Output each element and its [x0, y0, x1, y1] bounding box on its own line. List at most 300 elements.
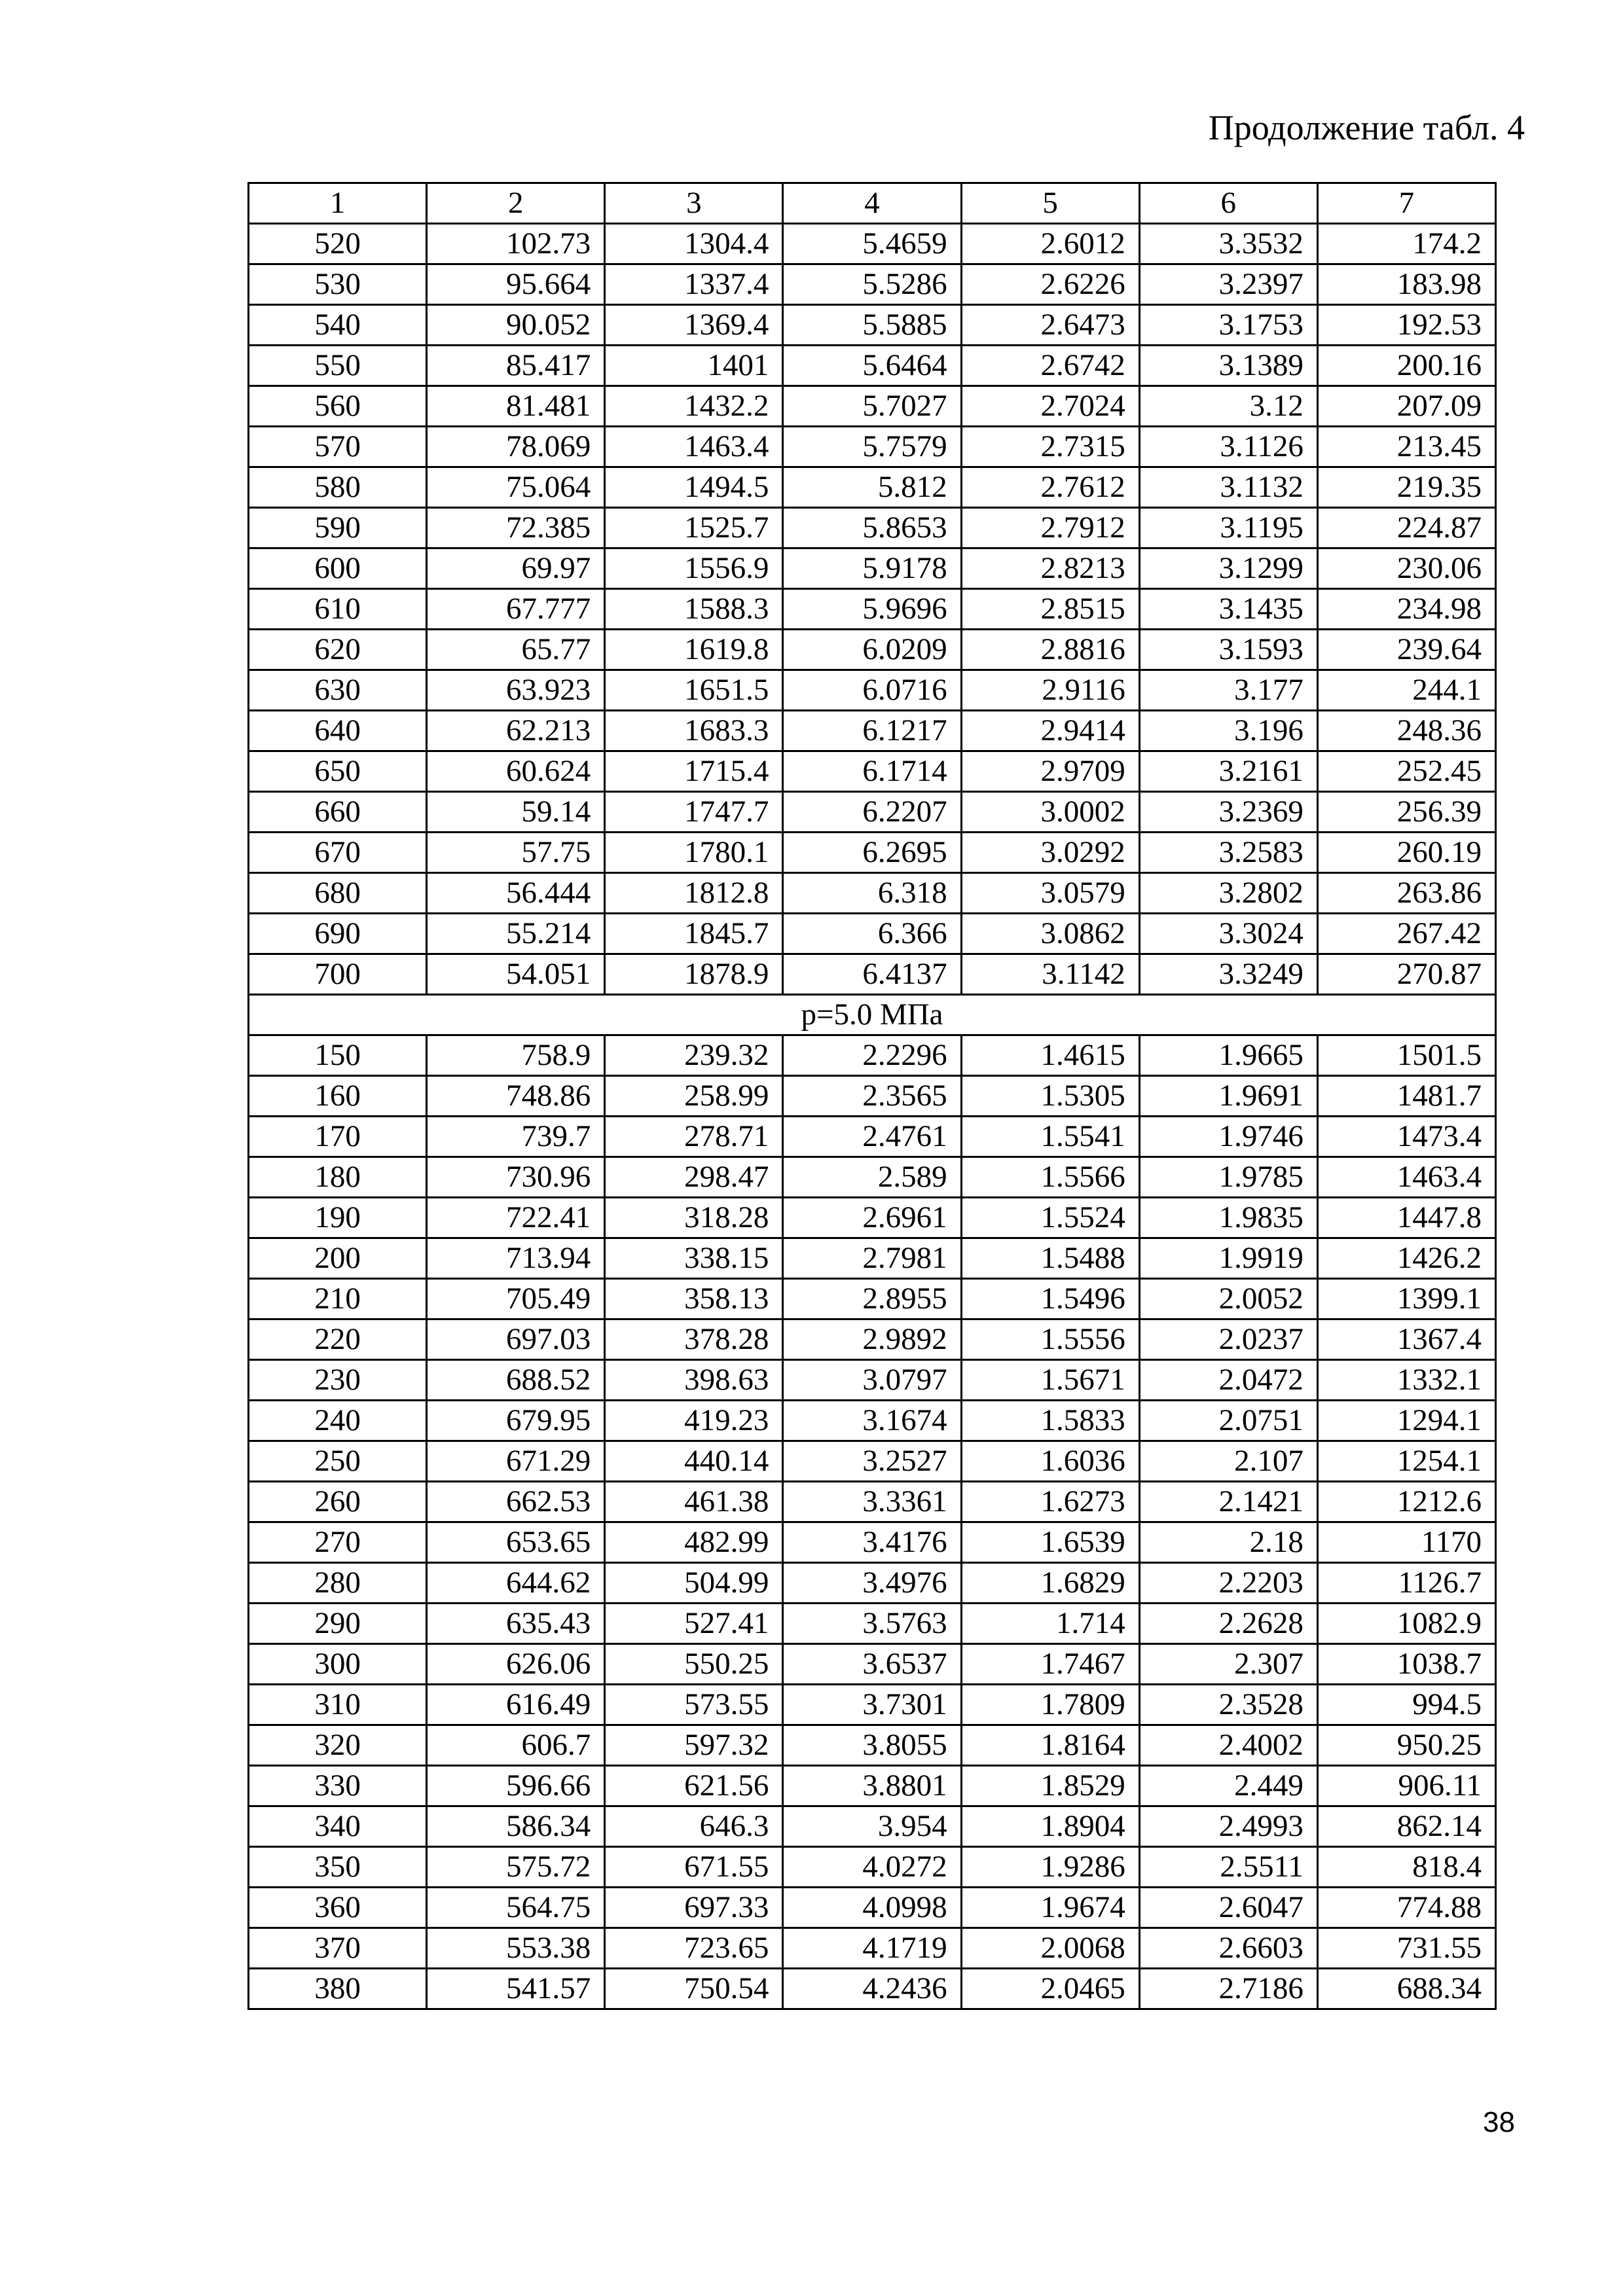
table-row [249, 954, 1496, 995]
table-cell: 2.8515 [961, 589, 1139, 630]
table-cell: 85.417 [427, 346, 605, 386]
table-cell: 750.54 [605, 1969, 783, 2009]
table-cell: 1.7809 [961, 1685, 1139, 1725]
table-cell: 239.64 [1317, 630, 1495, 670]
table-cell: 5.7579 [783, 427, 961, 467]
table-cell: 2.5511 [1139, 1847, 1317, 1888]
table-cell: 263.86 [1317, 873, 1495, 914]
table-cell: 4.1719 [783, 1928, 961, 1969]
table-cell: 234.98 [1317, 589, 1495, 630]
table-caption: Продолжение табл. 4 [1208, 108, 1525, 147]
table-cell: 3.1126 [1139, 427, 1317, 467]
table-cell: 1294.1 [1317, 1401, 1495, 1441]
table-cell: 1.6036 [961, 1441, 1139, 1482]
table-cell: 260 [249, 1482, 427, 1522]
table-cell: 610 [249, 589, 427, 630]
table-cell: 398.63 [605, 1360, 783, 1401]
table-cell: 3.1674 [783, 1401, 961, 1441]
table-cell: 906.11 [1317, 1766, 1495, 1806]
table-cell: 1588.3 [605, 589, 783, 630]
table-cell: 2.7612 [961, 467, 1139, 508]
table-cell: 5.8653 [783, 508, 961, 548]
table-cell: 239.32 [605, 1035, 783, 1076]
table-cell: 419.23 [605, 1401, 783, 1441]
table-cell: 2.9414 [961, 711, 1139, 751]
table-row [249, 630, 1496, 670]
table-cell: 3.954 [783, 1806, 961, 1847]
table-cell: 2.1421 [1139, 1482, 1317, 1522]
table-cell: 1426.2 [1317, 1238, 1495, 1279]
table-row [249, 1279, 1496, 1319]
table-row [249, 1076, 1496, 1117]
table-cell: 440.14 [605, 1441, 783, 1482]
table-cell: 278.71 [605, 1117, 783, 1157]
table-row [249, 1117, 1496, 1157]
table-cell: 2.2203 [1139, 1563, 1317, 1604]
table-cell: 380 [249, 1969, 427, 2009]
table-row [249, 1482, 1496, 1522]
table-cell: 774.88 [1317, 1888, 1495, 1928]
table-cell: 3.1299 [1139, 548, 1317, 589]
table-cell: 596.66 [427, 1766, 605, 1806]
table-cell: 1254.1 [1317, 1441, 1495, 1482]
table-cell: 1.5556 [961, 1319, 1139, 1360]
table-cell: 3.2397 [1139, 264, 1317, 305]
table-row [249, 224, 1496, 264]
table-row [249, 386, 1496, 427]
table-cell: 2.2296 [783, 1035, 961, 1076]
table-cell: 630 [249, 670, 427, 711]
table-row [249, 589, 1496, 630]
table-cell: 662.53 [427, 1482, 605, 1522]
table-cell: 1501.5 [1317, 1035, 1495, 1076]
table-cell: 5.9178 [783, 548, 961, 589]
table-row [249, 670, 1496, 711]
table-cell: 600 [249, 548, 427, 589]
table-cell: 230.06 [1317, 548, 1495, 589]
table-cell: 4.0998 [783, 1888, 961, 1928]
table-row [249, 1604, 1496, 1644]
table-cell: 6.318 [783, 873, 961, 914]
table-cell: 2.6473 [961, 305, 1139, 346]
table-cell: 1 [249, 183, 427, 224]
table-cell: 2.4993 [1139, 1806, 1317, 1847]
table-cell: 358.13 [605, 1279, 783, 1319]
table-row [249, 711, 1496, 751]
table-cell: 1878.9 [605, 954, 783, 995]
table-cell: 1367.4 [1317, 1319, 1495, 1360]
table-cell: 2.4002 [1139, 1725, 1317, 1766]
table-row [249, 1766, 1496, 1806]
table-cell: 350 [249, 1847, 427, 1888]
table-cell: 1845.7 [605, 914, 783, 954]
table-cell: 57.75 [427, 833, 605, 873]
table-cell: 3.2802 [1139, 873, 1317, 914]
table-cell: 650 [249, 751, 427, 792]
table-cell: 2.7981 [783, 1238, 961, 1279]
table-cell: 2.7912 [961, 508, 1139, 548]
table-cell: 256.39 [1317, 792, 1495, 833]
table-cell: 3.1753 [1139, 305, 1317, 346]
table-cell: 207.09 [1317, 386, 1495, 427]
table-cell: 1447.8 [1317, 1198, 1495, 1238]
table-cell: 3.177 [1139, 670, 1317, 711]
table-cell: 994.5 [1317, 1685, 1495, 1725]
table-cell: 705.49 [427, 1279, 605, 1319]
table-cell: 530 [249, 264, 427, 305]
table-cell: 590 [249, 508, 427, 548]
table-row [249, 1035, 1496, 1076]
table-cell: 67.777 [427, 589, 605, 630]
table-cell: 550.25 [605, 1644, 783, 1685]
table-cell: 730.96 [427, 1157, 605, 1198]
table-cell: 340 [249, 1806, 427, 1847]
table-cell: 2.7315 [961, 427, 1139, 467]
table-cell: 72.385 [427, 508, 605, 548]
table-cell: 2.3565 [783, 1076, 961, 1117]
table-cell: 1.5496 [961, 1279, 1139, 1319]
table-cell: 1.7467 [961, 1644, 1139, 1685]
table-cell: 2.7024 [961, 386, 1139, 427]
table-cell: 1.9746 [1139, 1117, 1317, 1157]
table-cell: 62.213 [427, 711, 605, 751]
table-cell: 1304.4 [605, 224, 783, 264]
table-row [249, 1441, 1496, 1482]
table-cell: 180 [249, 1157, 427, 1198]
table-cell: 174.2 [1317, 224, 1495, 264]
table-cell: 1683.3 [605, 711, 783, 751]
table-cell: 1463.4 [605, 427, 783, 467]
table-cell: 553.38 [427, 1928, 605, 1969]
table-cell: 2.9892 [783, 1319, 961, 1360]
table-cell: 219.35 [1317, 467, 1495, 508]
table-cell: 550 [249, 346, 427, 386]
table-cell: 3.0292 [961, 833, 1139, 873]
table-cell: 697.03 [427, 1319, 605, 1360]
table-cell: 63.923 [427, 670, 605, 711]
table-cell: 1.9919 [1139, 1238, 1317, 1279]
table-cell: 4 [783, 183, 961, 224]
table-cell: 183.98 [1317, 264, 1495, 305]
table-cell: 7 [1317, 183, 1495, 224]
table-cell: 2.6226 [961, 264, 1139, 305]
table-cell: 3.8055 [783, 1725, 961, 1766]
table-row [249, 1928, 1496, 1969]
table-cell: 560 [249, 386, 427, 427]
table-cell: 2.589 [783, 1157, 961, 1198]
table-cell: 758.9 [427, 1035, 605, 1076]
table-row [249, 264, 1496, 305]
table-cell: 3.1142 [961, 954, 1139, 995]
table-cell: 620 [249, 630, 427, 670]
table-row [249, 1563, 1496, 1604]
table-cell: 95.664 [427, 264, 605, 305]
table-row [249, 1522, 1496, 1563]
table-row [249, 467, 1496, 508]
table-cell: 1369.4 [605, 305, 783, 346]
table-cell: 267.42 [1317, 914, 1495, 954]
table-cell: 1.714 [961, 1604, 1139, 1644]
table-cell: 2.0465 [961, 1969, 1139, 2009]
table-row [249, 1644, 1496, 1685]
table-cell: 635.43 [427, 1604, 605, 1644]
table-row [249, 346, 1496, 386]
table-cell: 250 [249, 1441, 427, 1482]
table-cell: 3.4976 [783, 1563, 961, 1604]
table-cell: 3.1435 [1139, 589, 1317, 630]
table-cell: 220 [249, 1319, 427, 1360]
table-cell: 230 [249, 1360, 427, 1401]
table-cell: 3.1132 [1139, 467, 1317, 508]
table-cell: 586.34 [427, 1806, 605, 1847]
table-row [249, 548, 1496, 589]
table-cell: 81.481 [427, 386, 605, 427]
table-cell: 270.87 [1317, 954, 1495, 995]
table-cell: 6.1217 [783, 711, 961, 751]
table-cell: 280 [249, 1563, 427, 1604]
table-cell: 210 [249, 1279, 427, 1319]
section-row [249, 995, 1496, 1035]
table-cell: 252.45 [1317, 751, 1495, 792]
table-cell: 1.9674 [961, 1888, 1139, 1928]
table-cell: 56.444 [427, 873, 605, 914]
table-cell: 75.064 [427, 467, 605, 508]
table-cell: 606.7 [427, 1725, 605, 1766]
table-cell: 1463.4 [1317, 1157, 1495, 1198]
table-cell: 2.8955 [783, 1279, 961, 1319]
table-cell: 1747.7 [605, 792, 783, 833]
table-row [249, 1401, 1496, 1441]
table-cell: 6.2207 [783, 792, 961, 833]
table-cell: 2.6047 [1139, 1888, 1317, 1928]
table-cell: 170 [249, 1117, 427, 1157]
table-cell: 2.0237 [1139, 1319, 1317, 1360]
table-cell: 564.75 [427, 1888, 605, 1928]
table-cell: 224.87 [1317, 508, 1495, 548]
table-cell: 2.0068 [961, 1928, 1139, 1969]
table-cell: 5.812 [783, 467, 961, 508]
table-cell: 3.1389 [1139, 346, 1317, 386]
table-cell: 1.8904 [961, 1806, 1139, 1847]
table-cell: 3.7301 [783, 1685, 961, 1725]
table-cell: 3.0579 [961, 873, 1139, 914]
table-row [249, 1806, 1496, 1847]
table-cell: 5.6464 [783, 346, 961, 386]
table-cell: 1.8529 [961, 1766, 1139, 1806]
table-cell: 1038.7 [1317, 1644, 1495, 1685]
table-cell: 298.47 [605, 1157, 783, 1198]
table-cell: 3.0002 [961, 792, 1139, 833]
table-cell: 370 [249, 1928, 427, 1969]
table-cell: 1.9691 [1139, 1076, 1317, 1117]
table-row [249, 1157, 1496, 1198]
table-cell: 700 [249, 954, 427, 995]
table-cell: 2.6961 [783, 1198, 961, 1238]
table-cell: 6.0209 [783, 630, 961, 670]
table-cell: 90.052 [427, 305, 605, 346]
table-cell: 713.94 [427, 1238, 605, 1279]
table-cell: 3.2369 [1139, 792, 1317, 833]
table-cell: 213.45 [1317, 427, 1495, 467]
table-cell: 2.307 [1139, 1644, 1317, 1685]
table-cell: 2.7186 [1139, 1969, 1317, 2009]
table-row [249, 1238, 1496, 1279]
table-cell: 1.9665 [1139, 1035, 1317, 1076]
table-cell: 660 [249, 792, 427, 833]
table-cell: 1212.6 [1317, 1482, 1495, 1522]
table-cell: 540 [249, 305, 427, 346]
table-cell: 150 [249, 1035, 427, 1076]
table-cell: 1651.5 [605, 670, 783, 711]
table-cell: 3.0862 [961, 914, 1139, 954]
table-cell: 2.3528 [1139, 1685, 1317, 1725]
table-cell: 482.99 [605, 1522, 783, 1563]
table-cell: 6.1714 [783, 751, 961, 792]
table-cell: 378.28 [605, 1319, 783, 1360]
table-cell: 1525.7 [605, 508, 783, 548]
table-cell: 461.38 [605, 1482, 783, 1522]
table-cell: 679.95 [427, 1401, 605, 1441]
table-cell: 626.06 [427, 1644, 605, 1685]
table-cell: 739.7 [427, 1117, 605, 1157]
table-cell: 190 [249, 1198, 427, 1238]
table-cell: 688.34 [1317, 1969, 1495, 2009]
table-cell: 3.3361 [783, 1482, 961, 1522]
table-cell: 59.14 [427, 792, 605, 833]
table-cell: 270 [249, 1522, 427, 1563]
table-cell: 1715.4 [605, 751, 783, 792]
table-cell: 3.0797 [783, 1360, 961, 1401]
table-cell: 597.32 [605, 1725, 783, 1766]
table-cell: 3.3024 [1139, 914, 1317, 954]
table-cell: 1812.8 [605, 873, 783, 914]
table-cell: 2.6603 [1139, 1928, 1317, 1969]
table-cell: 527.41 [605, 1604, 783, 1644]
table-cell: 318.28 [605, 1198, 783, 1238]
table-cell: 862.14 [1317, 1806, 1495, 1847]
table-row [249, 1360, 1496, 1401]
table-cell: 3.1593 [1139, 630, 1317, 670]
table-row [249, 1319, 1496, 1360]
table-cell: 690 [249, 914, 427, 954]
table-cell: 616.49 [427, 1685, 605, 1725]
table-cell: 2.9709 [961, 751, 1139, 792]
table-cell: 200 [249, 1238, 427, 1279]
table-row [249, 1685, 1496, 1725]
table-cell: 2.0751 [1139, 1401, 1317, 1441]
table-cell: 1.5566 [961, 1157, 1139, 1198]
table-cell: 697.33 [605, 1888, 783, 1928]
table-cell: 504.99 [605, 1563, 783, 1604]
table-cell: 1.9835 [1139, 1198, 1317, 1238]
table-cell: 1473.4 [1317, 1117, 1495, 1157]
table-cell: 1082.9 [1317, 1604, 1495, 1644]
table-cell: 1.6829 [961, 1563, 1139, 1604]
table-cell: 2.9116 [961, 670, 1139, 711]
table-cell: 360 [249, 1888, 427, 1928]
table-cell: 1.5305 [961, 1076, 1139, 1117]
table-cell: 3.3532 [1139, 224, 1317, 264]
table-cell: 2.107 [1139, 1441, 1317, 1482]
table-cell: 2.449 [1139, 1766, 1317, 1806]
table-cell: 520 [249, 224, 427, 264]
table-cell: 1.6539 [961, 1522, 1139, 1563]
table-cell: 5.5885 [783, 305, 961, 346]
table-row [249, 833, 1496, 873]
table-cell: 6.366 [783, 914, 961, 954]
section-label: p=5.0 МПа [249, 995, 1496, 1035]
table-cell: 2.18 [1139, 1522, 1317, 1563]
table-cell: 1401 [605, 346, 783, 386]
table-cell: 3.1195 [1139, 508, 1317, 548]
table-cell: 320 [249, 1725, 427, 1766]
table-cell: 1.5833 [961, 1401, 1139, 1441]
table-cell: 640 [249, 711, 427, 751]
table-cell: 1780.1 [605, 833, 783, 873]
table-cell: 5.7027 [783, 386, 961, 427]
table-cell: 1.5671 [961, 1360, 1139, 1401]
table-cell: 541.57 [427, 1969, 605, 2009]
table-cell: 575.72 [427, 1847, 605, 1888]
table-row [249, 1725, 1496, 1766]
table-cell: 5.9696 [783, 589, 961, 630]
table-cell: 2.0472 [1139, 1360, 1317, 1401]
table-cell: 3.196 [1139, 711, 1317, 751]
table-cell: 4.2436 [783, 1969, 961, 2009]
table-cell: 1619.8 [605, 630, 783, 670]
table-cell: 160 [249, 1076, 427, 1117]
table-cell: 1494.5 [605, 467, 783, 508]
table-cell: 1.4615 [961, 1035, 1139, 1076]
table-cell: 580 [249, 467, 427, 508]
table-cell: 6.4137 [783, 954, 961, 995]
table-cell: 200.16 [1317, 346, 1495, 386]
table-cell: 5.4659 [783, 224, 961, 264]
table-cell: 722.41 [427, 1198, 605, 1238]
table-cell: 78.069 [427, 427, 605, 467]
table-cell: 5 [961, 183, 1139, 224]
table-cell: 3.2527 [783, 1441, 961, 1482]
table-cell: 1.9785 [1139, 1157, 1317, 1198]
table-cell: 680 [249, 873, 427, 914]
table-cell: 2.4761 [783, 1117, 961, 1157]
table-cell: 330 [249, 1766, 427, 1806]
table-cell: 6 [1139, 183, 1317, 224]
table-cell: 1.5524 [961, 1198, 1139, 1238]
table-cell: 818.4 [1317, 1847, 1495, 1888]
table-cell: 55.214 [427, 914, 605, 954]
table-row [249, 1847, 1496, 1888]
table-cell: 2.0052 [1139, 1279, 1317, 1319]
table-row [249, 792, 1496, 833]
table-cell: 1337.4 [605, 264, 783, 305]
table-row [249, 305, 1496, 346]
table-cell: 646.3 [605, 1806, 783, 1847]
table-cell: 192.53 [1317, 305, 1495, 346]
table-cell: 310 [249, 1685, 427, 1725]
table-cell: 1399.1 [1317, 1279, 1495, 1319]
table-cell: 731.55 [1317, 1928, 1495, 1969]
table-cell: 1.9286 [961, 1847, 1139, 1888]
table-cell: 2 [427, 183, 605, 224]
table-row [249, 427, 1496, 467]
table-cell: 3.12 [1139, 386, 1317, 427]
page-number: 38 [1483, 2106, 1515, 2138]
table-cell: 54.051 [427, 954, 605, 995]
table-row [249, 1198, 1496, 1238]
table-row [249, 873, 1496, 914]
table-cell: 6.2695 [783, 833, 961, 873]
